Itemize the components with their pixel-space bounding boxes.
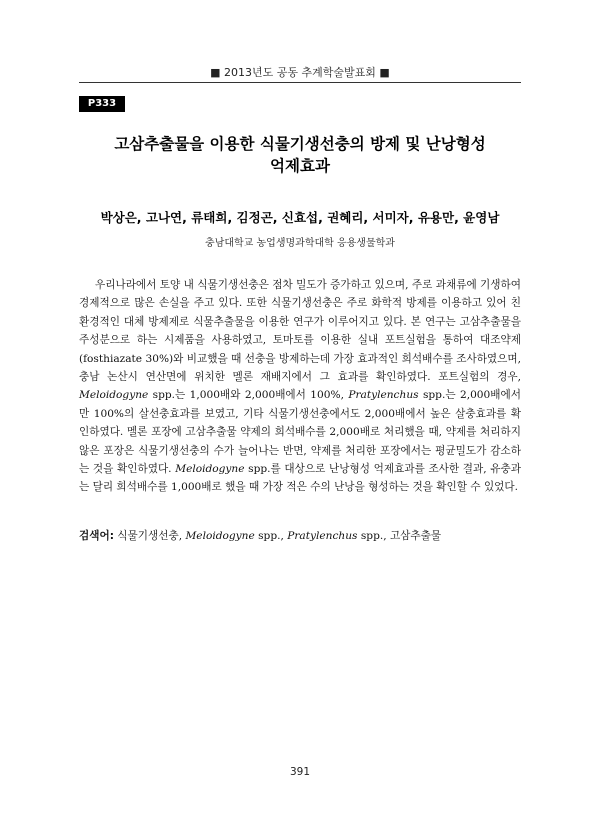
poster-id-badge: P333 (79, 96, 125, 112)
page-header (79, 64, 521, 80)
species-name: Meloidogyne (175, 463, 245, 476)
keywords-text-3: spp., 고삼추출물 (357, 530, 442, 542)
keyword-species: Meloidogyne (185, 530, 255, 542)
abstract-text-2: spp.는 1,000배와 2,000배에서 100%, (148, 389, 349, 402)
abstract-text-4: spp.를 대상으로 난낭형성 억제효과를 조사한 결과, 유충과는 달리 희석배수를 1,000배로 했을 때 가장 적은 수의 난낭을 형성하는 것을 확인할 수 있었다. (79, 463, 521, 494)
title-line-1: 고삼추출물을 이용한 식물기생선충의 방제 및 난낭형성 (114, 135, 486, 153)
keywords-label: 검색어: (79, 530, 114, 542)
abstract-text-3: spp.는 2,000배에서만 100%의 살선충효과를 보였고, 기타 식물기생선충에서도 2,000배에서 높은 살충효과를 확인하였다. 멜론 포장에 고삼추출물 약제의 희석배수를 2,000배로 처리했을 때, 약제를 처리하지 않은 포장은 식물기생선충의 수가 늘어나는 반면, 약제를 처리한 포장에서는 평균밀도가 감소하는 것을 확인하였다. (79, 389, 521, 476)
title-line-2: 억제효과 (270, 157, 330, 175)
affiliation: 충남대학교 농업생명과학대학 응용생물학과 (205, 238, 395, 249)
species-name: Pratylenchus (348, 389, 419, 402)
abstract-paragraph (79, 276, 521, 497)
conference-header-text: ■ 2013년도 공동 추계학술발표회 ■ (210, 66, 390, 79)
page-number: 391 (289, 766, 311, 778)
header-rule (79, 82, 521, 83)
species-name: Meloidogyne (79, 389, 149, 402)
author-list: 박상은, 고나연, 류태희, 김정곤, 신효섭, 권혜리, 서미자, 유용만, 윤영남 (100, 210, 500, 225)
keywords-line (79, 527, 521, 545)
keywords-text-2: spp., (254, 530, 288, 542)
keywords-text-1: 식물기생선충, (113, 530, 186, 542)
abstract-text-1: 우리나라에서 토양 내 식물기생선충은 점차 밀도가 증가하고 있으며, 주로 과채류에 기생하여 경제적으로 많은 손실을 주고 있다. 또한 식물기생선충은 주로 화학적 방제를 이용하고 있어 친환경적인 대체 방제제로 식물추출물을 이용한 연구가 이루어지고 있다. 본 연구는 고삼추출물을 주성분으로 하는 시제품을 사용하였고, 토마토를 이용한 실내 포트실험을 통하여 대조약제(fosthiazate 30%)와 비교했을 때 선충을 방제하는데 가장 효과적인 희석배수를 조사하였으며, 충남 논산시 연산면에 위치한 멜론 재배지에서 그 효과를 확인하였다. 포트실험의 경우, (79, 279, 521, 384)
paper-title (79, 133, 521, 177)
keyword-species: Pratylenchus (287, 530, 358, 542)
